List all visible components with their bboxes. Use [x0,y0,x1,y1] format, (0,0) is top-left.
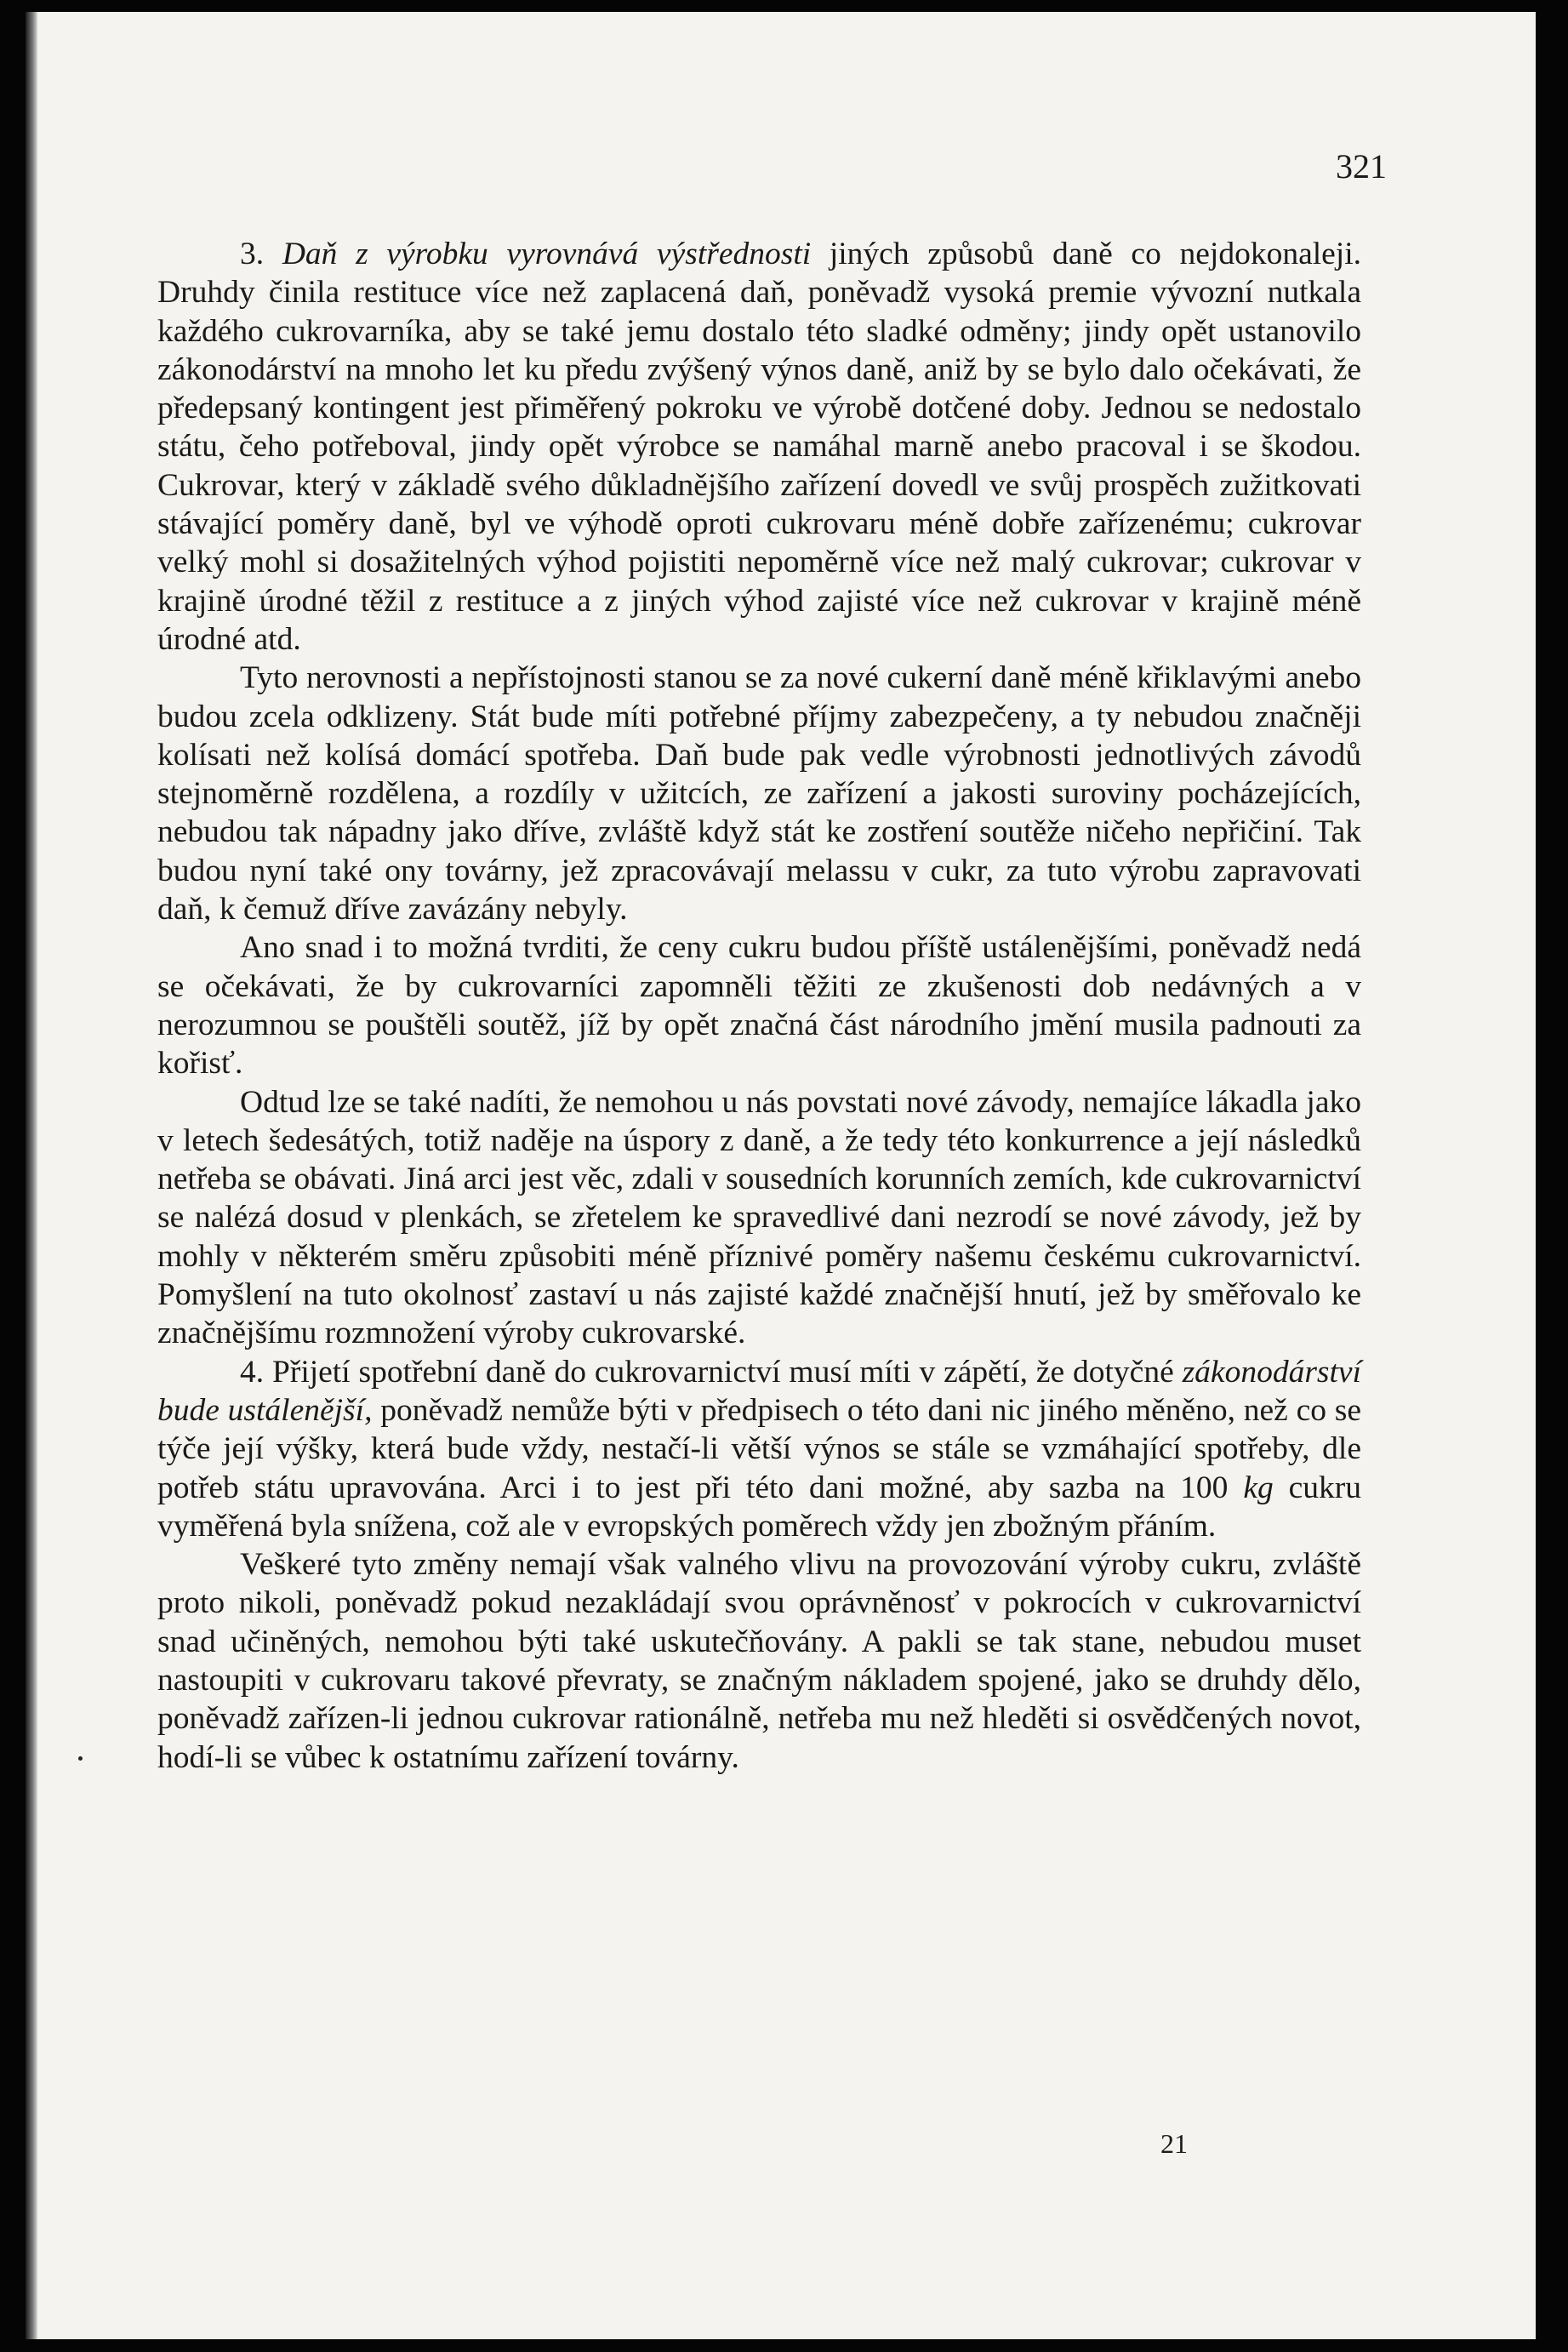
page-number: 321 [1336,147,1387,186]
paragraph: Ano snad i to možná tvrditi, že ceny cukru budou příště ustálenějšími, poněvadž nedá se očekávati, že by cukrovarníci zapomněli těžiti ze zkušenosti dob nedávných a v nerozumnou se pouštěli soutěž, jíž by opět značná část národního jmění musila padnouti za kořisť. [157,930,1361,1082]
paragraph-lead: 3. [240,237,282,271]
book-page [26,12,1536,2339]
paragraph-emphasis: Daň z výrobku vyrovnává výstřednosti [282,237,812,271]
paragraph-3 [157,235,1361,659]
paragraph-text: cukru vyměřená byla snížena, což ale v evropských poměrech vždy jen zbožným přáním. [157,1470,1361,1544]
paragraph-text: jiných způsobů daně co nejdokonaleji. Druhdy činila restituce více než zaplacená daň, poněvadž vysoká premie vývozní nutkala každého cukrovarníka, aby se také jemu dostalo této sladké odměny; jindy opět ustanovilo zákonodárství na mnoho let ku předu zvýšený výnos daně, aniž by se bylo dalo očekávati, že předepsaný kontingent jest přiměřený pokroku ve výrobě dotčené doby. Jednou se nedostalo státu, čeho potřeboval, jindy opět výrobce se namáhal marně anebo pracoval i se škodou. Cukrovar, který v základě svého důkladnějšího zařízení dovedl ve svůj prospěch zužitkovati stávající poměry daně, byl ve výhodě oproti cukrovaru méně dobře zařízenému; cukrovar velký mohl si dosažitelných výhod pojistiti nepoměrně více než malý cukrovar; cukrovar v krajině úrodné těžil z restituce a z jiných výhod zajisté více než cukrovar v krajině méně úrodné atd. [157,237,1362,657]
signature-mark: 21 [1160,2128,1188,2159]
paragraph-4 [157,1353,1361,1545]
paragraph-lead: 4. Přijetí spotřební daně do cukrovarnictví musí míti v zápětí, že dotyčné [240,1354,1183,1390]
unit-emphasis: kg [1243,1470,1274,1505]
body-text [157,235,1361,1777]
paragraph: Tyto nerovnosti a nepřístojnosti stanou se za nové cukerní daně méně křiklavými anebo budou zcela odklizeny. Stát bude míti potřebné příjmy zabezpečeny, a ty nebudou značněji kolísati než kolísá domácí spotřeba. Daň bude pak vedle výrobnosti jednotlivých závodů stejnoměrně rozdělena, a rozdíly v užitcích, ze zařízení a jakosti suroviny pocházejících, nebudou tak nápadny jako dříve, zvláště když stát ke zostření soutěže ničeho nepřičiní. Tak budou nyní také ony továrny, jež zpracovávají melassu v cukr, za tuto výrobu zapravovati daň, k čemuž dříve zavázány nebyly. [157,660,1361,928]
paragraph-text: poněvadž nemůže býti v předpisech o této dani nic jiného měněno, než co se týče její výšky, která bude vždy, nestačí-li větší výnos se stále se vzmáhající spotřeby, dle potřeb státu upravována. Arci i to jest při této dani možné, aby sazba na 100 [157,1392,1361,1505]
paragraph: Odtud lze se také nadíti, že nemohou u nás povstati nové závody, nemajíce lákadla jako v letech šedesátých, totiž naděje na úspory z daně, a že tedy této konkurrence a její následků netřeba se obávati. Jiná arci jest věc, zdali v sousedních korunních zemích, kde cukrovarnictví se nalézá dosud v plenkách, se zřetelem ke spravedlivé dani nezrodí se nové závody, jež by mohly v některém směru způsobiti méně příznivé poměry našemu českému cukrovarnictví. Pomyšlení na tuto okolnosť zastaví u nás zajisté každé značnější hnutí, jež by směřovalo ke značnějšímu rozmnožení výroby cukrovarské. [157,1084,1361,1351]
print-speck [78,1756,83,1761]
page-spine-shadow [26,12,37,2339]
paragraph-emphasis: zákonodárství bude ustálenější, [157,1354,1361,1428]
paragraph: Veškeré tyto změny nemají však valného vlivu na provozování výroby cukru, zvláště proto nikoli, poněvadž pokud nezakládají svou oprávněnosť v pokrocích v cukrovarnictví snad učiněných, nemohou býti také uskutečňovány. A pakli se tak stane, nebudou muset nastoupiti v cukrovaru takové převraty, se značným nákladem spojené, jako se druhdy dělo, poněvadž zařízen-li jednou cukrovar rationálně, netřeba mu než hleděti si osvědčených novot, hodí-li se vůbec k ostatnímu zařízení továrny. [157,1547,1361,1775]
